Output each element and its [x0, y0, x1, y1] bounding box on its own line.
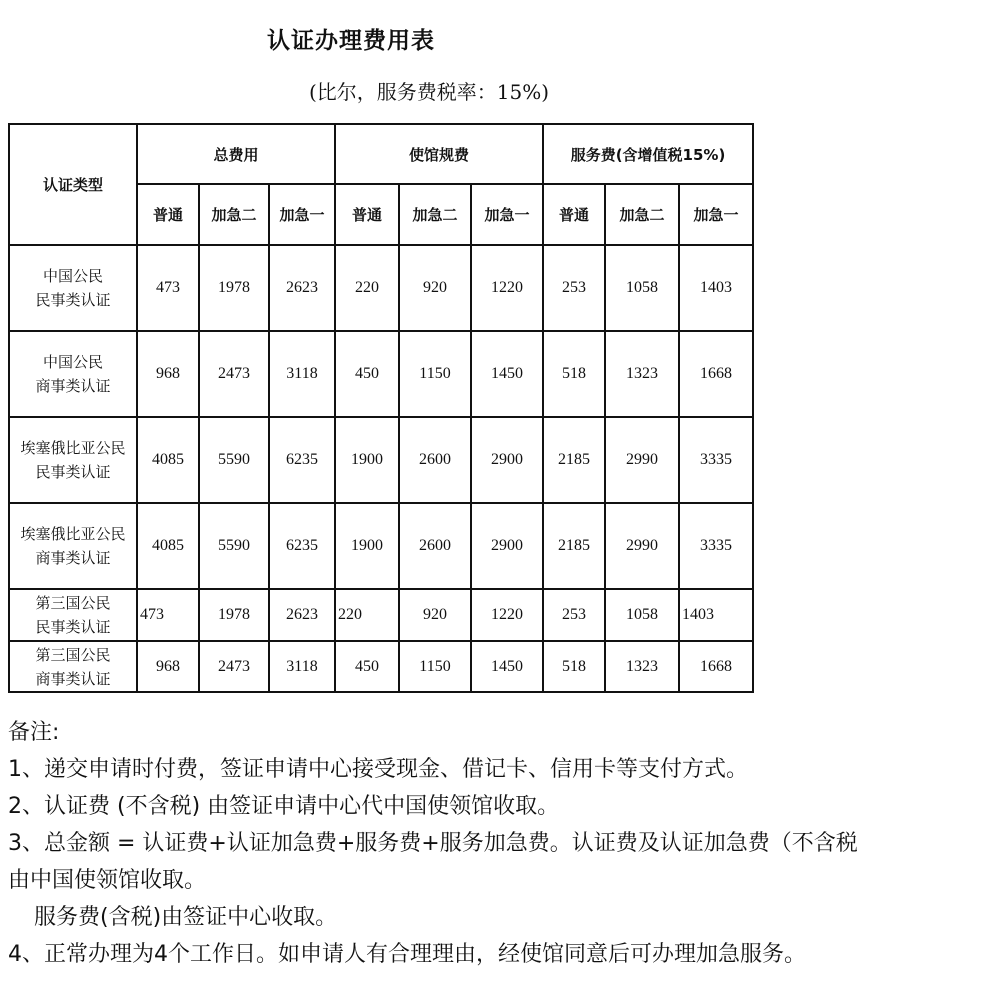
value-cell: 2900	[471, 503, 543, 589]
value-cell: 1058	[605, 589, 679, 641]
value-cell: 1900	[335, 503, 399, 589]
value-cell: 253	[543, 589, 605, 641]
value-cell: 473	[137, 245, 199, 331]
value-cell: 4085	[137, 417, 199, 503]
value-cell: 2473	[199, 641, 269, 692]
value-cell: 2600	[399, 503, 471, 589]
sub-header-express-2: 加急二	[605, 184, 679, 245]
value-cell: 1220	[471, 245, 543, 331]
row-type-line: 第三国公民	[35, 645, 111, 664]
sub-header-express-2: 加急二	[399, 184, 471, 245]
row-type-cell	[9, 417, 137, 503]
page-title: 认证办理费用表	[267, 28, 435, 54]
notes-heading: 备注:	[8, 720, 60, 745]
group-header-service-fee: 服务费(含增值税15%)	[543, 124, 753, 184]
row-type-line: 埃塞俄比亚公民	[20, 525, 126, 543]
sub-header-normal: 普通	[335, 184, 399, 245]
value-cell: 3335	[679, 503, 753, 589]
value-cell: 450	[335, 641, 399, 692]
value-cell: 5590	[199, 417, 269, 503]
value-cell: 1403	[679, 589, 753, 641]
value-cell: 4085	[137, 503, 199, 589]
row-type-line: 埃塞俄比亚公民	[20, 439, 126, 457]
value-cell: 1978	[199, 589, 269, 641]
note-line: 服务费(含税)由签证中心收取。	[34, 905, 338, 930]
fee-table	[8, 123, 754, 693]
row-type-line: 第三国公民	[35, 594, 111, 612]
value-cell: 3118	[269, 331, 335, 417]
value-cell: 2473	[199, 331, 269, 417]
table-row	[9, 417, 753, 503]
row-type-line: 商事类认证	[35, 669, 111, 688]
value-cell: 3335	[679, 417, 753, 503]
sub-header-express-1: 加急一	[269, 184, 335, 245]
value-cell: 1150	[399, 641, 471, 692]
type-column-header: 认证类型	[9, 124, 137, 245]
value-cell: 6235	[269, 417, 335, 503]
row-type-line: 民事类认证	[35, 463, 111, 481]
value-cell: 2990	[605, 503, 679, 589]
value-cell: 1450	[471, 641, 543, 692]
note-line: 1、递交申请时付费，签证申请中心接受现金、借记卡、信用卡等支付方式。	[8, 757, 748, 782]
note-line: 由中国使领馆收取。	[8, 868, 207, 893]
value-cell: 2185	[543, 417, 605, 503]
value-cell: 5590	[199, 503, 269, 589]
value-cell: 220	[335, 245, 399, 331]
row-type-line: 中国公民	[42, 267, 103, 285]
value-cell: 1058	[605, 245, 679, 331]
group-header-total: 总费用	[137, 124, 335, 184]
row-type-cell	[9, 331, 137, 417]
row-type-line: 民事类认证	[35, 618, 111, 636]
row-type-line: 中国公民	[42, 353, 103, 371]
sub-header-normal: 普通	[543, 184, 605, 245]
notes-section	[8, 714, 992, 973]
value-cell: 1450	[471, 331, 543, 417]
value-cell: 920	[399, 245, 471, 331]
row-type-line: 民事类认证	[35, 291, 111, 309]
value-cell: 1220	[471, 589, 543, 641]
row-type-cell	[9, 503, 137, 589]
value-cell: 220	[335, 589, 399, 641]
note-line: 3、总金额 = 认证费+认证加急费+服务费+服务加急费。认证费及认证加急费（不含税	[8, 831, 858, 856]
table-row	[9, 331, 753, 417]
table-row	[9, 503, 753, 589]
value-cell: 1403	[679, 245, 753, 331]
table-row	[9, 245, 753, 331]
value-cell: 968	[137, 641, 199, 692]
value-cell: 920	[399, 589, 471, 641]
sub-header-normal: 普通	[137, 184, 199, 245]
value-cell: 1323	[605, 331, 679, 417]
page-subtitle: (比尔，服务费税率：15%)	[308, 80, 550, 104]
value-cell: 2185	[543, 503, 605, 589]
row-type-cell	[9, 641, 137, 692]
value-cell: 2600	[399, 417, 471, 503]
value-cell: 2623	[269, 589, 335, 641]
value-cell: 518	[543, 331, 605, 417]
table-row	[9, 589, 753, 641]
sub-header-express-2: 加急二	[199, 184, 269, 245]
value-cell: 2990	[605, 417, 679, 503]
sub-header-express-1: 加急一	[679, 184, 753, 245]
value-cell: 1323	[605, 641, 679, 692]
row-type-cell	[9, 589, 137, 641]
note-line: 2、认证费 (不含税) 由签证申请中心代中国使领馆收取。	[8, 794, 560, 819]
value-cell: 473	[137, 589, 199, 641]
value-cell: 2623	[269, 245, 335, 331]
group-header-embassy-fee: 使馆规费	[335, 124, 543, 184]
sub-header-express-1: 加急一	[471, 184, 543, 245]
header-row-groups	[9, 124, 753, 184]
value-cell: 1150	[399, 331, 471, 417]
value-cell: 1978	[199, 245, 269, 331]
value-cell: 1668	[679, 331, 753, 417]
table-row	[9, 641, 753, 692]
value-cell: 968	[137, 331, 199, 417]
row-type-line: 商事类认证	[35, 549, 111, 567]
value-cell: 253	[543, 245, 605, 331]
row-type-line: 商事类认证	[35, 377, 111, 395]
value-cell: 518	[543, 641, 605, 692]
note-line: 4、正常办理为4个工作日。如申请人有合理理由，经使馆同意后可办理加急服务。	[8, 942, 806, 967]
value-cell: 6235	[269, 503, 335, 589]
row-type-cell	[9, 245, 137, 331]
value-cell: 1668	[679, 641, 753, 692]
value-cell: 3118	[269, 641, 335, 692]
value-cell: 450	[335, 331, 399, 417]
value-cell: 2900	[471, 417, 543, 503]
value-cell: 1900	[335, 417, 399, 503]
